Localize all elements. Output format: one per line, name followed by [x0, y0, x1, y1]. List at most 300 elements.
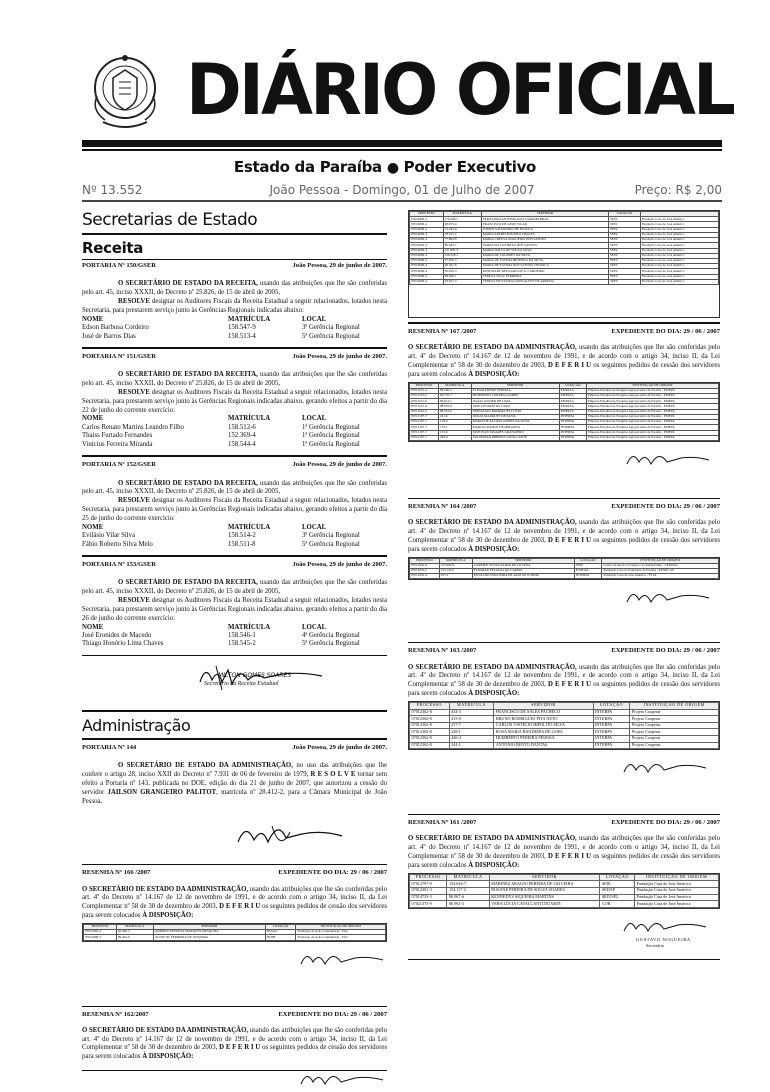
portaria-date: João Pessoa, 29 de junho de 2007.: [292, 461, 387, 469]
table-cell: MARIA DALVA DE SOUZA SILVA: [481, 248, 608, 253]
signature-role: Secretário da Receita Estadual: [204, 680, 279, 687]
names-table-header: LOCAL: [302, 623, 327, 631]
table-cell: 178-0: [438, 420, 471, 425]
resenha-table-wrapper: [408, 873, 720, 909]
signature-icon: [297, 946, 387, 972]
names-table-header: MATRÍCULA: [228, 623, 271, 631]
table-cell: EMPASA: [559, 404, 586, 409]
names-table-cell: José Eronides de Macedo: [82, 632, 152, 639]
table-cell: 154.644-7: [447, 881, 489, 888]
issue-date: João Pessoa - Domingo, 01 de Julho de 2007: [269, 183, 535, 197]
names-table-cell: 158.513-4: [228, 332, 256, 340]
table-cell: Empresa Estadual de Pesquisa Agropecuária da Paraíba - EMEPA: [586, 435, 718, 440]
portaria-title: [82, 353, 387, 361]
table-header: LOTAÇÃO: [600, 874, 635, 881]
portaria-date: João Pessoa, 29 de junho de 2007.: [292, 262, 387, 269]
names-table-cell: 4ª Gerência Regional: [302, 632, 360, 639]
table-cell: SEEC: [609, 279, 641, 284]
receita-heading: Receita: [82, 239, 387, 260]
left-resenhas: [82, 869, 387, 1071]
table-cell: Fundação Casa de José Américo: [640, 217, 718, 222]
resenha-table: [409, 383, 719, 441]
table-cell: FERNANDO ANTONIO PASCOARINIO BRAZ: [481, 217, 608, 222]
names-table-cell: 1ª Gerência Regional: [302, 432, 360, 440]
table-cell: COR: [600, 901, 635, 908]
table-cell: INTERPA: [559, 420, 586, 425]
resenha-title: [82, 1011, 387, 1019]
names-table-header: MATRÍCULA: [228, 315, 271, 323]
table-cell: 07011102-4: [410, 404, 439, 409]
table-cell: Fundação Casa de José Américo: [640, 243, 718, 248]
table-cell: 07016009-4: [410, 279, 444, 284]
table-cell: 07013070-2: [410, 568, 440, 573]
names-table-cell: 5ª Gerência Regional: [302, 640, 360, 648]
names-table-cell: 158.512-6: [228, 423, 256, 431]
portaria-id: PORTARIA Nº 144: [82, 743, 137, 751]
signature-icon: [232, 812, 352, 856]
table-cell: ANTONIO BENTO DANTAS: [494, 742, 593, 749]
table-cell: 237-7: [449, 722, 494, 729]
table-cell: 446-4: [449, 735, 494, 742]
names-table-cell: 158.514-2: [228, 532, 256, 540]
resenha-table: [409, 558, 719, 580]
table-cell: INTERPA: [593, 722, 630, 729]
table-cell: MARIA DE FÁTIMA DOS SANTOS CHIANCA: [481, 264, 608, 269]
table-cell: 228-1: [449, 729, 494, 736]
table-cell: 07012362-8: [410, 722, 450, 729]
names-table-header: MATRÍCULA: [228, 523, 271, 531]
resenha-title: [408, 647, 720, 655]
portaria-id: PORTARIA Nº 153/GSER: [82, 561, 156, 569]
table-header: MATRÍCULA: [116, 924, 153, 929]
table-cell: Fundação Casa de José Américo: [640, 264, 718, 269]
table-cell: SEEC: [609, 243, 641, 248]
resenha-body: O SECRETÁRIO DE ESTADO DA ADMINISTRAÇÃO, usando das atribuições que lhe são conferidas pelo art. 4º do Decreto nº 14.167 de 12 de novembro de 1991, e de acordo com o artigo 34, inciso II, da Lei Complementar nº 58 de 30 de dezembro de 2003, D E F E R I U os seguintes pedidos de cessão dos servidores para serem colocados À DISPOSIÇÃO:: [408, 519, 721, 553]
table-cell: 07011103-0: [410, 393, 439, 398]
table-header: INSTITUIÇÃO DE ORIGEM: [586, 383, 718, 388]
portaria-body: O SECRETÁRIO DE ESTADO DA RECEITA, usando das atribuições que lhe são conferidas pelo art. 45, inciso XXXII, do Decreto nº 25.826, de 15 de abril de 2005, RESOLVE designar os Auditores Fiscais da Receita Estadual a seguir relacionados, lotados nesta Secretaria, para prestarem serviço junto às Gerências Regionais indicadas abaixo:: [82, 280, 388, 314]
table-cell: 07012197-7: [410, 425, 439, 430]
resenha-table-wrapper: [408, 382, 720, 442]
table-cell: 07012201-3: [410, 887, 447, 894]
table-cell: INTERPA: [593, 742, 630, 749]
table-cell: 07012362-8: [410, 716, 450, 723]
table-cell: SEJUSEL: [600, 894, 635, 901]
names-table-header: LOCAL: [302, 315, 327, 323]
portaria-block: [82, 561, 387, 656]
names-table-header: LOCAL: [302, 523, 327, 531]
table-header: SERVIDOR: [481, 212, 608, 217]
table-cell: Fundação Casa de José Américo: [640, 279, 718, 284]
table-cell: HUMBERTO PEREIRA FEIJOSA: [494, 735, 593, 742]
names-table-header: LOCAL: [302, 415, 327, 423]
table-cell: EDVALDO NOGUEIRA DE ARAUJO JÚNIOR: [472, 574, 574, 579]
table-cell: INTERPA: [559, 430, 586, 435]
table-cell: SEEC: [609, 274, 641, 279]
table-cell: 86.913-1: [438, 399, 471, 404]
table-cell: SEEC: [609, 232, 641, 237]
table-cell: ROSANE PEREIRA DE SOUZA SOARES: [489, 887, 600, 894]
table-cell: 80.353-6: [438, 409, 471, 414]
table-header: SERVIDOR: [471, 383, 559, 388]
names-table-cell: Thiago Honório Lima Chaves: [82, 640, 164, 648]
table-cell: TEREZA DE FÁTIMA GONÇALVES DE ARRUDA: [481, 279, 608, 284]
table-cell: SEDAP: [600, 887, 635, 894]
table-cell: 07016009-4: [410, 227, 444, 232]
table-cell: 07012797-0: [410, 881, 447, 888]
resenha-id: RESENHA Nº 163 /2007: [408, 647, 477, 655]
resenha-body: O SECRETÁRIO DE ESTADO DA ADMINISTRAÇÃO, usando das atribuições que lhe são conferidas pelo art. 4º do Decreto nº 14.167 de 12 de novembro de 1991, e de acordo com o artigo 34, inciso II, da Lei Complementar nº 58 de 30 de dezembro de 2003, D E F E R I U os seguintes pedidos de cessão dos servidores para serem colocados À DISPOSIÇÃO:: [82, 885, 387, 920]
table-cell: JOSIAS MARQUES DE PAIVA: [471, 414, 559, 419]
names-table-cell: 3ª Gerência Regional: [302, 324, 360, 332]
table-cell: SEEC: [609, 253, 641, 258]
table-header: SERVIDOR: [494, 702, 593, 709]
table-cell: 90.770-7: [438, 393, 471, 398]
portaria-block: [82, 461, 387, 557]
names-table-header: NOME: [82, 415, 104, 423]
signature-name: GUSTAVO NOGUEIRA: [636, 936, 691, 942]
table-header: LOTAÇÃO: [609, 212, 641, 217]
table-cell: INTERPA: [593, 716, 630, 723]
bullet-icon: ●: [386, 160, 399, 176]
table-cell: FRANCISCO DE SALES PACHECO: [494, 709, 593, 716]
top-table-wrapper: [408, 210, 720, 318]
resenha-expedient: EXPEDIENTE DO DIA: 29 / 06 / 2007: [278, 1010, 387, 1018]
resenha-body: O SECRETÁRIO DE ESTADO DA ADMINISTRAÇÃO, usando das atribuições que lhe são conferidas pelo art. 4º do Decreto nº 14.167 de 12 de novembro de 1991, e de acordo com o artigo 34, inciso II, da Lei Complementar nº 58 de 30 de dezembro de 2003, D E F E R I U os seguintes pedidos de cessão dos servidores para serem colocados À DISPOSIÇÃO:: [408, 663, 721, 698]
resenha-block: [408, 819, 720, 960]
table-row: [84, 935, 386, 940]
signature-icon: [620, 913, 710, 939]
table-cell: 07014733-3: [410, 894, 447, 901]
signature-icon: [623, 446, 713, 472]
names-table-cell: 158.544-4: [228, 440, 256, 448]
issue-number: Nº 13.552: [82, 183, 143, 197]
table-cell: 97.876-3: [443, 258, 481, 263]
table-cell: 86.961-3: [447, 901, 489, 908]
table-cell: Fundação Casa de José Américo: [640, 274, 718, 279]
table-cell: KENNEDYS SIQUEIRA MARTINS: [489, 894, 600, 901]
names-table-cell: José de Barros Dias: [82, 332, 136, 340]
resenha-table-wrapper: [82, 923, 387, 942]
table-header: MATRÍCULA: [449, 702, 494, 709]
resenha-id: RESENHA Nº 162/2007: [82, 1010, 149, 1018]
resenha-expedient: EXPEDIENTE DO DIA: 29 / 06 / 2007: [611, 647, 720, 655]
names-table: [82, 415, 387, 449]
names-table-header: NOME: [82, 523, 104, 531]
table-cell: 178.368-7: [443, 217, 481, 222]
resenha-table-wrapper: [408, 701, 720, 750]
table-cell: 07016009-4: [410, 269, 444, 274]
table-row: [410, 709, 719, 716]
table-cell: CARMEN SUSAN ALIMA DE LUCENA: [472, 563, 574, 568]
table-cell: 07012362-8: [410, 735, 450, 742]
resenha-body: O SECRETÁRIO DE ESTADO DA ADMINISTRAÇÃO, usando das atribuições que lhe são conferidas pelo art. 4º do Decreto nº 14.167 de 12 de novembro de 1991, e de acordo com o artigo 34, inciso II, da Lei Complementar nº 58 de 30 de dezembro de 2003, D E F E R I U os seguintes pedidos de cessão dos servidores para serem colocados À DISPOSIÇÃO:: [408, 344, 721, 378]
table-cell: MARINEZ ARAUJO PEREIRA DE OLIVEIRA: [489, 881, 600, 888]
table-header: PROCESSO: [410, 874, 447, 881]
table-header: MATRÍCULA: [439, 558, 472, 563]
table-cell: 153.929-8: [439, 563, 472, 568]
table-cell: MARIA CREUSA NOGUEIRA DOS SANTOS: [481, 238, 608, 243]
administracao-heading: Administração: [82, 716, 387, 740]
portaria-title: [82, 461, 387, 469]
table-cell: BRUNO RODRIGUES PITA NETO: [494, 716, 593, 723]
table-cell: 07016009-4: [410, 253, 444, 258]
table-cell: 179-1: [438, 425, 471, 430]
names-table-cell: 158.511-8: [228, 540, 256, 548]
table-header: LOTAÇÃO: [559, 383, 586, 388]
portaria-id: PORTARIA Nº 151/GSER: [82, 353, 156, 360]
table-cell: 88.976-8: [438, 404, 471, 409]
table-cell: EMPASA: [559, 388, 586, 393]
table-cell: Fundação Casa de José Américo: [635, 881, 719, 888]
table-cell: Fundação Casa de José Américo: [640, 238, 718, 243]
table-cell: 07012932-4: [410, 574, 440, 579]
table-cell: Empresa Estadual de Pesquisa Agropecuária da Paraíba - EMEPA: [586, 420, 718, 425]
subtitle-state: Estado da Paraíba: [233, 158, 382, 176]
resenha-signature: [82, 942, 387, 1002]
resenha-block: [408, 328, 720, 499]
table-cell: TEREZA CRUZ FERREIRA: [481, 274, 608, 279]
signature-icon: [620, 754, 710, 780]
resenha-signature: [408, 442, 720, 494]
table-cell: Projeto Cooperar: [630, 735, 719, 742]
table-cell: SEEC: [609, 217, 641, 222]
left-column: [82, 210, 387, 1074]
names-table-cell: 158.546-1: [228, 632, 256, 639]
table-cell: Fundação Casa de José Américo: [640, 222, 718, 227]
table-cell: 07011102-4: [410, 409, 439, 414]
table-cell: 96.973-4: [443, 222, 481, 227]
resenha-expedient: EXPEDIENTE DO DIA: 29 / 06 / 2007: [611, 819, 720, 827]
table-header: MATRÍCULA: [447, 874, 489, 881]
receita-portarias: [82, 262, 387, 656]
table-cell: CARLOS VISTELIO HIPOLITO SILVA: [494, 722, 593, 729]
table-cell: Fundação Casa de José Américo - FCJA: [602, 574, 719, 579]
table-cell: Fundação Casa de José Américo: [640, 227, 718, 232]
table-cell: JOSE IVAN TAVARES GRANGEIRO: [471, 430, 559, 435]
names-table-cell: 5ª Gerência Regional: [302, 332, 360, 340]
masthead-rule: [82, 140, 722, 152]
table-cell: HUMBERTO CORREIA GOMES: [471, 393, 559, 398]
table-cell: Fundação Casa de José Américo: [635, 894, 719, 901]
table-cell: MARIA DE FÁTIMA GOMES DA SILVA: [471, 420, 559, 425]
table-cell: ROSEMARY DELGADO DE A. CORDEIRO: [481, 269, 608, 274]
masthead: [0, 0, 770, 205]
table-cell: Fundação Casa de José Américo: [640, 253, 718, 258]
table-cell: 07021375-9: [410, 901, 447, 908]
table-cell: INTERPA: [559, 425, 586, 430]
resenha-title: [408, 503, 720, 511]
portaria-144: [82, 744, 387, 860]
table-cell: 07012197-7: [410, 430, 439, 435]
table-cell: Empresa Estadual de Pesquisa Agropecuária da Paraíba - EMEPA: [586, 393, 718, 398]
resenha-signature: [408, 580, 720, 638]
table-cell: SEEC: [609, 238, 641, 243]
table-cell: ADRIELE PATRICIA MARQUES MESQUITA: [154, 930, 266, 935]
table-cell: 77.894-8: [443, 238, 481, 243]
portaria-id: PORTARIA Nº 150/GSER: [82, 262, 156, 269]
table-cell: 344-1: [449, 742, 494, 749]
table-cell: SEDH: [265, 935, 296, 940]
table-cell: 07012362-8: [410, 709, 450, 716]
resenha-title: [82, 869, 387, 877]
right-resenhas: [408, 328, 720, 960]
table-cell: SEEC: [609, 264, 641, 269]
table-cell: 89.444-6: [116, 935, 153, 940]
table-row: [410, 901, 719, 908]
top-table: [409, 211, 719, 285]
table-cell: SEEC: [609, 248, 641, 253]
table-cell: MARIA DE FÁTIMA BEZERRA DA SILVA: [481, 258, 608, 263]
table-cell: 07016009-4: [410, 238, 444, 243]
table-cell: Projeto Cooperar: [630, 722, 719, 729]
table-header: LOTAÇÃO: [574, 558, 602, 563]
names-table-cell: 1ª Gerência Regional: [302, 423, 360, 431]
table-header: INSTITUIÇÃO DE ORIGEM: [602, 558, 719, 563]
table-cell: Empresa Estadual de Pesquisa Agropecuária da Paraíba - EMEPA: [586, 388, 718, 393]
portaria-block: [82, 353, 387, 457]
table-header-row: [410, 874, 719, 881]
table-row: [410, 435, 719, 440]
table-header: PROCESSO: [410, 702, 450, 709]
table-cell: 153-6: [438, 430, 471, 435]
table-cell: 07012698-3: [84, 935, 117, 940]
admin-signature: [82, 810, 387, 860]
resenha-title: [408, 819, 720, 827]
table-cell: 86.160-5: [438, 388, 471, 393]
signature-name: MILTON GOMES SOARES: [218, 671, 292, 679]
table-cell: INTERPA: [574, 574, 602, 579]
table-cell: VALDEMAR RIBEIRO CAVALCANTE: [471, 435, 559, 440]
table-cell: 85.919-5: [443, 269, 481, 274]
names-table-cell: Thaiss Furtado Fernandes: [82, 432, 153, 440]
names-table-cell: Edson Barbosa Cordeiro: [82, 324, 149, 332]
signature-icon: [623, 584, 713, 610]
table-header: PROCESSO: [84, 924, 117, 929]
table-cell: SEIE: [600, 881, 635, 888]
names-table-cell: 158.545-2: [228, 640, 256, 648]
table-cell: INTERPA: [593, 735, 630, 742]
table-cell: Projeto Cooperar: [630, 742, 719, 749]
resenha-id: RESENHA Nº 167 /2007: [408, 328, 477, 335]
names-table-cell: Fábio Roberto Silva Melo: [82, 540, 153, 548]
masthead-subtitle: [0, 158, 770, 176]
portaria-date: João Pessoa, 29 de junho de 2007.: [292, 353, 387, 360]
table-cell: Projeto Cooperar: [630, 729, 719, 736]
table-cell: VERA LÚCIA CAVALCANTI DUARTE: [489, 901, 600, 908]
table-cell: 154.117-2: [447, 887, 489, 894]
resenha-signature: [408, 750, 720, 810]
table-cell: JOSEFA SATURNINO DE FRANÇA: [481, 227, 608, 232]
table-cell: SEBASTIÃO RODRIGUES LUZIO: [471, 409, 559, 414]
receita-signature: [82, 660, 387, 708]
table-cell: INTERPA: [593, 709, 630, 716]
table-cell: EMPASA: [559, 399, 586, 404]
table-cell: Projeto Cooperar: [630, 716, 719, 723]
table-cell: 07016009-4: [410, 248, 444, 253]
table-cell: JOSE CESARIO DA CRUZ: [471, 404, 559, 409]
table-header: INSTITUIÇÃO DE ORIGEM: [635, 874, 719, 881]
table-cell: Fundação Casa de José Américo: [635, 901, 719, 908]
names-table: [82, 524, 387, 549]
table-cell: 07016009-4: [410, 258, 444, 263]
table-header: MATRÍCULA: [438, 383, 471, 388]
table-row: [410, 894, 719, 901]
table-cell: 161-6: [438, 414, 471, 419]
resenha-signature: [82, 1062, 387, 1066]
table-cell: EMPASA: [559, 393, 586, 398]
table-cell: 72.292-8: [443, 227, 481, 232]
table-cell: 07016009-4: [410, 217, 444, 222]
table-cell: MARIA DA LUZ BRAZ DOS SANTOS: [481, 243, 608, 248]
portaria-body: O SECRETÁRIO DE ESTADO DA ADMINISTRAÇÃO, no uso das atribuições que lhe confere o artigo 28, inciso XXII do Decreto nº 7.931 de 06 de fevereiro de 1979, R E S O L V E tornar sem efeito a Portaria nº 143, publicada no DOE, edição do dia 21 de junho de 2007, que autorizou a cessão do servidor JAILSON GRANGEIRO PALITOT, matrícula nº 28.412-2, para a Câmara Municipal de João Pessoa.: [82, 762, 388, 805]
table-cell: 07011101-6: [410, 399, 439, 404]
names-table-header: NOME: [82, 315, 104, 323]
table-cell: Fundação Casa de José Américo: [640, 248, 718, 253]
resenha-block: [408, 647, 720, 815]
portaria-id: PORTARIA Nº 152/GSER: [82, 461, 156, 469]
newspaper-title: DIÁRIO OFICIAL: [186, 49, 733, 131]
issue-price: Preço: R$ 2,00: [634, 183, 722, 197]
table-header: LOTAÇÃO: [593, 702, 630, 709]
table-cell: INTERPA: [593, 729, 630, 736]
table-cell: 434-3: [449, 709, 494, 716]
table-cell: ELMAR FREIRE PEREIRA: [471, 388, 559, 393]
table-cell: Centro de Apoio à Criança e ao Adolescente - CENDAC: [602, 563, 719, 568]
resenha-id: RESENHA Nº 166 /2007: [82, 869, 151, 877]
resenha-id: RESENHA Nº 161 /2007: [408, 819, 477, 827]
section-title: Secretarias de Estado: [82, 210, 387, 235]
table-cell: SEAGU: [265, 930, 296, 935]
resenha-id: RESENHA Nº 164 /2007: [408, 502, 477, 510]
right-column: [408, 210, 720, 963]
table-cell: Empresa Estadual de Pesquisa Agropecuária da Paraíba - EMEPA: [586, 399, 718, 404]
issue-rule: [82, 200, 722, 202]
table-cell: 07012197-7: [410, 414, 439, 419]
table-row: [410, 279, 719, 284]
table-cell: 07016009-4: [410, 243, 444, 248]
table-cell: Empresa Estadual de Pesquisa Agropecuária da Paraíba - EMEPA: [586, 409, 718, 414]
table-header: SERVIDOR: [154, 924, 266, 929]
table-cell: ELIOMAR PELÁGIO DO CARMO: [472, 568, 574, 573]
table-cell: SEEC: [609, 258, 641, 263]
names-table-cell: 158.547-9: [228, 324, 256, 332]
table-cell: 153.143-0: [439, 568, 472, 573]
table-cell: 92.366-3: [116, 930, 153, 935]
table-cell: Fundação de Ação Comunitária - FAC: [296, 935, 386, 940]
names-table-header: NOME: [82, 623, 104, 631]
table-cell: 07012197-7: [410, 420, 439, 425]
names-table-cell: Evilásio Vilar Silva: [82, 532, 136, 540]
table-cell: ALINE DL FERREIRA DE OLIVEIRA: [154, 935, 266, 940]
portaria-block: [82, 262, 387, 349]
table-cell: Empresa Estadual de Pesquisa Agropecuária da Paraíba - EMEPA: [586, 414, 718, 419]
table-cell: 07016009-4: [410, 232, 444, 237]
table-row: [410, 722, 719, 729]
table-header: PROCESSO: [410, 558, 440, 563]
table-cell: 07012362-8: [410, 729, 450, 736]
table-header: MATRÍCULA: [443, 212, 481, 217]
table-cell: Fundação Casa de José Américo: [640, 269, 718, 274]
resenha-block: [82, 1011, 387, 1072]
names-table: [82, 624, 387, 649]
table-cell: Fundação de Ação Comunitária - FAC: [296, 930, 386, 935]
resenha-expedient: EXPEDIENTE DO DIA: 29 / 06 / 2007: [611, 328, 720, 335]
table-header: INSTITUIÇÃO DE ORIGEM: [630, 702, 719, 709]
table-cell: FUNDAC: [574, 568, 602, 573]
coat-of-arms-icon: [85, 48, 165, 133]
table-header: INSTITUIÇÃO DE ORIGEM: [296, 924, 386, 929]
